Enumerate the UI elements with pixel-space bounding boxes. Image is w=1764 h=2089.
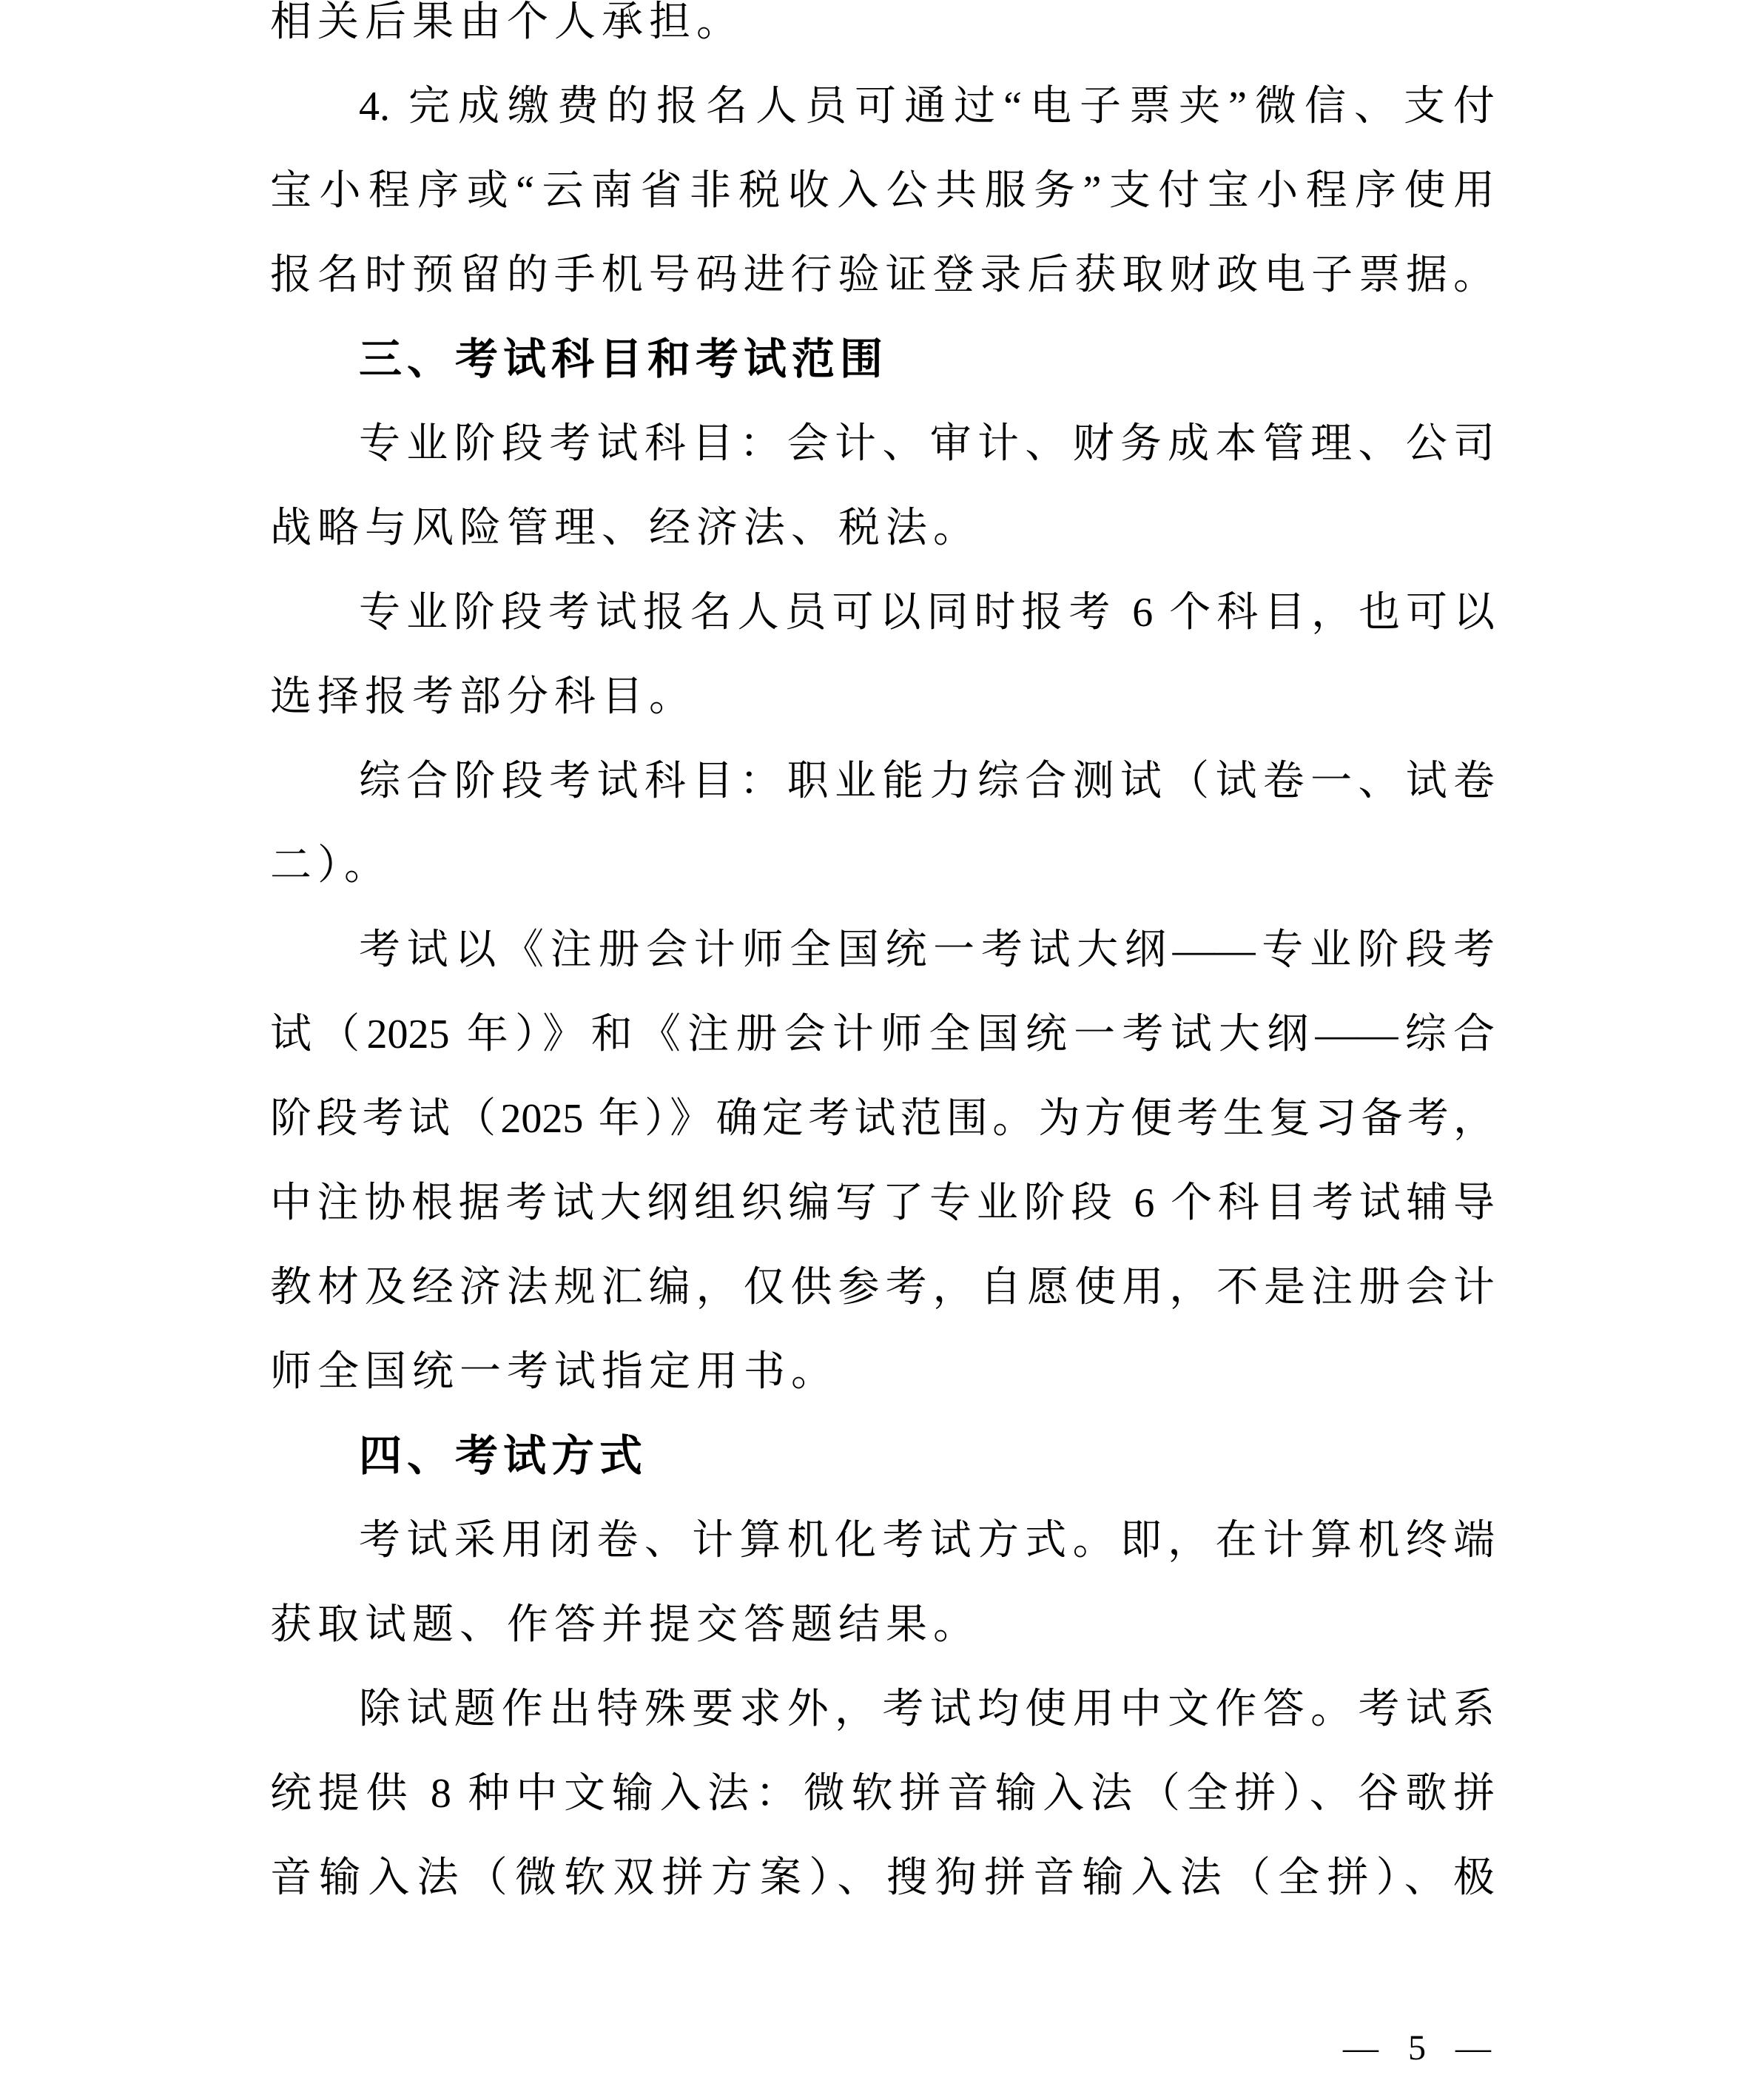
text-line: 音输入法（微软双拼方案）、搜狗拼音输入法（全拼）、极 [270, 1855, 1495, 1901]
text-line: 相关后果由个人承担。 [270, 0, 744, 45]
page-number: — 5 — [1343, 2028, 1501, 2068]
text-line: 除试题作出特殊要求外，考试均使用中文作答。考试系 [359, 1686, 1495, 1732]
text-line: 师全国统一考试指定用书。 [270, 1349, 838, 1395]
text-line: 宝小程序或“云南省非税收入公共服务”支付宝小程序使用 [270, 168, 1495, 214]
text-line: 统提供 8 种中文输入法：微软拼音输入法（全拼）、谷歌拼 [270, 1771, 1495, 1817]
text-line: 教材及经济法规汇编，仅供参考，自愿使用，不是注册会计 [270, 1265, 1495, 1311]
text-line: 专业阶段考试科目：会计、审计、财务成本管理、公司 [359, 421, 1495, 467]
document-body [270, 0, 1495, 1920]
text-line: 专业阶段考试报名人员可以同时报考 6 个科目，也可以 [359, 590, 1495, 636]
text-line: 中注协根据考试大纲组织编写了专业阶段 6 个科目考试辅导 [270, 1180, 1495, 1226]
text-line: 综合阶段考试科目：职业能力综合测试（试卷一、试卷 [359, 758, 1495, 804]
text-line: 二）。 [270, 843, 391, 889]
text-line: 报名时预留的手机号码进行验证登录后获取财政电子票据。 [270, 252, 1495, 298]
text-line: 阶段考试（2025 年）》确定考试范围。为方便考生复习备考， [270, 1096, 1495, 1142]
text-line: 选择报考部分科目。 [270, 674, 696, 720]
text-line: 战略与风险管理、经济法、税法。 [270, 505, 980, 551]
text-line: 获取试题、作答并提交答题结果。 [270, 1602, 980, 1648]
text-line: 考试采用闭卷、计算机化考试方式。即，在计算机终端 [359, 1518, 1495, 1564]
text-line: 试（2025 年）》和《注册会计师全国统一考试大纲——综合 [270, 1012, 1495, 1057]
text-line: 4. 完成缴费的报名人员可通过“电子票夹”微信、支付 [359, 84, 1495, 129]
section-heading-exam-method: 四、考试方式 [359, 1432, 648, 1480]
text-line: 考试以《注册会计师全国统一考试大纲——专业阶段考 [359, 927, 1495, 973]
section-heading-exam-subjects: 三、考试科目和考试范围 [359, 335, 889, 383]
